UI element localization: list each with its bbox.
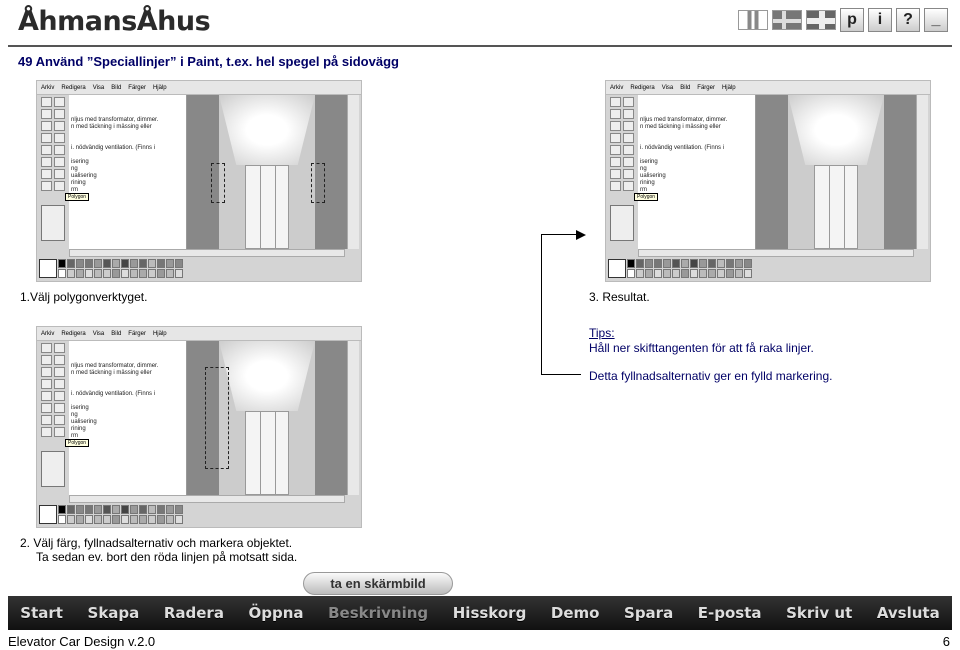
canvas-text: nljus med transformator, dimmer. n med täckning i mässing eller i. nödvändig ventilation. (Finns i isering ng ualisering rining rm	[71, 363, 159, 439]
horizontal-scrollbar	[638, 249, 914, 257]
menu-item: Bild	[680, 84, 691, 91]
menu-item: Redigera	[630, 84, 655, 91]
help-button[interactable]: ?	[896, 8, 920, 32]
paint-menubar	[606, 81, 930, 95]
menu-item: Hjälp	[152, 330, 167, 337]
menu-item: Visa	[92, 330, 105, 337]
elevator-image	[756, 95, 916, 249]
color-palette	[39, 505, 179, 525]
paint-canvas	[69, 341, 187, 495]
paint-screenshot-step2	[36, 326, 362, 528]
nav-skriv-ut[interactable]: Skriv ut	[786, 604, 853, 622]
take-screenshot-button[interactable]: ta en skärmbild	[303, 572, 453, 595]
nav-spara[interactable]: Spara	[624, 604, 674, 622]
tips-line: Detta fyllnadsalternativ ger en fylld markering.	[589, 369, 833, 383]
menu-item: Arkiv	[41, 84, 55, 91]
nav-avsluta[interactable]: Avsluta	[876, 604, 940, 622]
color-palette	[608, 259, 748, 279]
horizontal-scrollbar	[69, 249, 345, 257]
bottom-nav	[8, 596, 952, 630]
polygon-tooltip: Polygon	[65, 193, 89, 201]
vertical-scrollbar	[347, 341, 359, 495]
tips-line: Håll ner skifttangenten för att få raka linjer.	[589, 341, 814, 355]
paint-menubar	[37, 81, 361, 95]
arrow-right-icon	[576, 230, 586, 240]
finnish-flag-icon[interactable]	[738, 10, 768, 30]
caption-step1: 1.Välj polygonverktyget.	[20, 290, 148, 304]
caption-step2	[20, 536, 297, 564]
polygon-tooltip: Polygon	[634, 193, 658, 201]
menu-item: Redigera	[61, 84, 86, 91]
menu-item: Färger	[128, 84, 146, 91]
tips-heading: Tips:	[589, 326, 615, 340]
nav-skapa[interactable]: Skapa	[87, 604, 140, 622]
nav-start[interactable]: Start	[20, 604, 63, 622]
menu-item: Bild	[111, 330, 122, 337]
tips-box	[589, 326, 832, 384]
menu-item: Hjälp	[152, 84, 167, 91]
paint-canvas	[638, 95, 756, 249]
menu-item: Redigera	[61, 330, 86, 337]
menu-item: Färger	[697, 84, 715, 91]
page-title: 49 Använd ”Speciallinjer” i Paint, t.ex. hel spegel på sidovägg	[18, 54, 399, 69]
menu-item: Arkiv	[610, 84, 624, 91]
nav-hisskorg[interactable]: Hisskorg	[452, 604, 527, 622]
footer-page-number: 6	[942, 634, 950, 649]
nav-oppna[interactable]: Öppna	[248, 604, 304, 622]
fill-options	[41, 205, 65, 241]
menu-item: Bild	[111, 84, 122, 91]
nav-eposta[interactable]: E-posta	[697, 604, 762, 622]
caption-step3: 3. Resultat.	[589, 290, 650, 304]
paint-screenshot-step1	[36, 80, 362, 282]
minimize-button[interactable]: _	[924, 8, 948, 32]
canvas-text: nljus med transformator, dimmer. n med täckning i mässing eller i. nödvändig ventilation. (Finns i isering ng ualisering rining rm	[71, 117, 159, 193]
menu-item: Arkiv	[41, 330, 55, 337]
logo: ÅhmansÅhus	[18, 6, 211, 37]
swedish-flag-icon[interactable]	[772, 10, 802, 30]
elevator-image	[187, 341, 347, 495]
canvas-text: nljus med transformator, dimmer. n med täckning i mässing eller i. nödvändig ventilation. (Finns i isering ng ualisering rining rm	[640, 117, 728, 193]
paint-menubar	[37, 327, 361, 341]
vertical-scrollbar	[347, 95, 359, 249]
p-button[interactable]: p	[840, 8, 864, 32]
menu-item: Visa	[92, 84, 105, 91]
menu-item: Hjälp	[721, 84, 736, 91]
connector-line	[541, 234, 542, 374]
nav-radera[interactable]: Radera	[163, 604, 224, 622]
header-divider	[8, 45, 952, 47]
nav-beskrivning[interactable]: Beskrivning	[328, 604, 429, 622]
info-button[interactable]: i	[868, 8, 892, 32]
color-palette	[39, 259, 179, 279]
polygon-tooltip: Polygon	[65, 439, 89, 447]
header-toolbar	[738, 8, 948, 32]
elevator-image	[187, 95, 347, 249]
vertical-scrollbar	[916, 95, 928, 249]
connector-line	[541, 234, 578, 235]
menu-item: Färger	[128, 330, 146, 337]
fill-options	[610, 205, 634, 241]
caption-step2-line2: Ta sedan ev. bort den röda linjen på motsatt sida.	[36, 550, 298, 564]
british-flag-icon[interactable]	[806, 10, 836, 30]
nav-demo[interactable]: Demo	[550, 604, 600, 622]
caption-step2-line1: 2. Välj färg, fyllnadsalternativ och markera objektet.	[20, 536, 293, 550]
horizontal-scrollbar	[69, 495, 345, 503]
paint-canvas	[69, 95, 187, 249]
fill-options	[41, 451, 65, 487]
paint-screenshot-step3	[605, 80, 931, 282]
footer-product: Elevator Car Design v.2.0	[8, 634, 156, 649]
menu-item: Visa	[661, 84, 674, 91]
connector-line	[541, 374, 581, 375]
